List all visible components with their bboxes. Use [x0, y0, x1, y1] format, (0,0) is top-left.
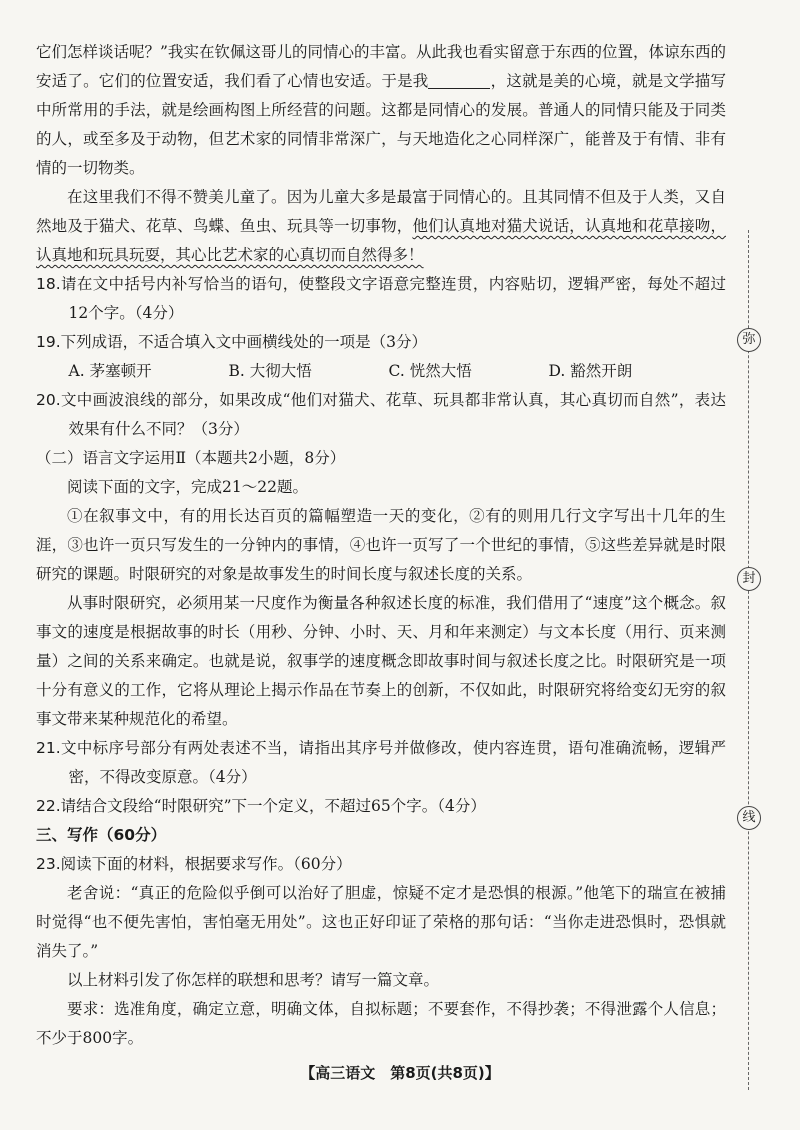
page-footer: 【高三语文 第8页(共8页)】 — [300, 1064, 500, 1082]
fill-in-blank — [428, 72, 490, 89]
question-number: 20. — [36, 391, 61, 409]
binding-line — [748, 230, 750, 1090]
question-22 — [36, 792, 726, 821]
option-a: A. 茅塞顿开 — [68, 362, 152, 380]
section-2-paragraph-1: ①在叙事文中，有的用长达百页的篇幅塑造一天的变化，②有的则用几行文字写出十几年的生涯，③也许一页只写发生的一分钟内的事情，④也许一页写了一个世纪的事情，⑤这些差异就是时限研究的课题。时限研究的对象是故事发生的时间长度与叙述长度的关系。 — [36, 507, 726, 583]
question-number: 23. — [36, 855, 61, 873]
section-2-instruction: 阅读下面的文字，完成21～22题。 — [67, 478, 308, 496]
section-3-heading: 三、写作（60分） — [36, 826, 167, 844]
binding-mark-xian: 线 — [737, 806, 761, 830]
question-21 — [36, 734, 726, 792]
question-number: 21. — [36, 739, 61, 757]
question-23 — [36, 850, 726, 879]
question-text: 文中标序号部分有两处表述不当，请指出其序号并做修改，使内容连贯，语句准确流畅，逻辑严密，不得改变原意。（4分） — [60, 739, 726, 786]
writing-requirements: 要求：选准角度，确定立意，明确文体，自拟标题；不要套作，不得抄袭；不得泄露个人信息；不少于800字。 — [36, 1000, 726, 1047]
wavy-underlined-sentence: 他们认真地对猫犬说话，认真地和花草接吻，认真地和玩具玩耍，其心比艺术家的心真切而自然得多！ — [36, 217, 726, 264]
question-number: 19. — [36, 333, 61, 351]
option-b: B. 大彻大悟 — [228, 362, 312, 380]
page-content — [36, 38, 726, 1053]
question-text: 文中画波浪线的部分，如果改成“他们对猫犬、花草、玩具都非常认真，其心真切而自然”，表达效果有什么不同？（3分） — [60, 391, 726, 438]
question-20 — [36, 386, 726, 444]
question-19 — [36, 328, 726, 357]
passage-p1-part-b: ，这就是美的心境，就是文学描写中所常用的手法，就是绘画构图上所经营的问题。这都是同情心的发展。普通人的同情只能及于同类的人，或至多及于动物，但艺术家的同情非常深广，与天地造化之心同样深广，能普及于有情、非有情的一切物类。 — [36, 72, 726, 177]
binding-mark-mi: 弥 — [737, 328, 761, 352]
section-2-heading: （二）语言文字运用Ⅱ（本题共2小题，8分） — [36, 449, 346, 467]
option-d: D. 豁然开朗 — [548, 362, 633, 380]
writing-material: 老舍说：“真正的危险似乎倒可以治好了胆虚，惊疑不定才是恐惧的根源。”他笔下的瑞宣在被捕时觉得“也不便先害怕，害怕毫无用处”。这也正好印证了荣格的那句话：“当你走进恐惧时，恐惧就消失了。” — [36, 884, 726, 960]
question-18 — [36, 270, 726, 328]
passage-paragraph-2 — [36, 183, 726, 270]
question-number: 18. — [36, 275, 61, 293]
passage-paragraph-1 — [36, 38, 726, 183]
binding-mark-feng: 封 — [737, 567, 761, 591]
question-text: 请在文中括号内补写恰当的语句，使整段文字语意完整连贯，内容贴切，逻辑严密，每处不超过12个字。（4分） — [60, 275, 726, 322]
section-2-paragraph-2: 从事时限研究，必须用某一尺度作为衡量各种叙述长度的标准，我们借用了“速度”这个概念。叙事文的速度是根据故事的时长（用秒、分钟、小时、天、月和年来测定）与文本长度（用行、页来测量）之间的关系来确定。也就是说，叙事学的速度概念即故事时间与叙述长度之比。时限研究是一项十分有意义的工作，它将从理论上揭示作品在节奏上的创新，不仅如此，时限研究将给变幻无穷的叙事文带来某种规范化的希望。 — [36, 594, 726, 728]
question-19-options — [36, 357, 726, 386]
writing-prompt: 以上材料引发了你怎样的联想和思考？请写一篇文章。 — [67, 971, 440, 989]
question-text: 请结合文段给“时限研究”下一个定义，不超过65个字。（4分） — [60, 797, 486, 815]
question-number: 22. — [36, 797, 61, 815]
passage-p2-part-a: 在这里我们不得不赞美儿童了。因为儿童大多是最富于同情心的。且其同情不但及于人类，又自然地及于猫犬、花草、鸟蝶、鱼虫、玩具等一切事物， — [36, 188, 726, 235]
question-text: 阅读下面的材料，根据要求写作。（60分） — [60, 855, 352, 873]
passage-p1-part-a: 它们怎样谈话呢？”我实在钦佩这哥儿的同情心的丰富。从此我也看实留意于东西的位置，体谅东西的安适了。它们的位置安适，我们看了心情也安适。于是我 — [36, 43, 726, 90]
option-c: C. 恍然大悟 — [388, 362, 472, 380]
question-text: 下列成语，不适合填入文中画横线处的一项是（3分） — [60, 333, 428, 351]
